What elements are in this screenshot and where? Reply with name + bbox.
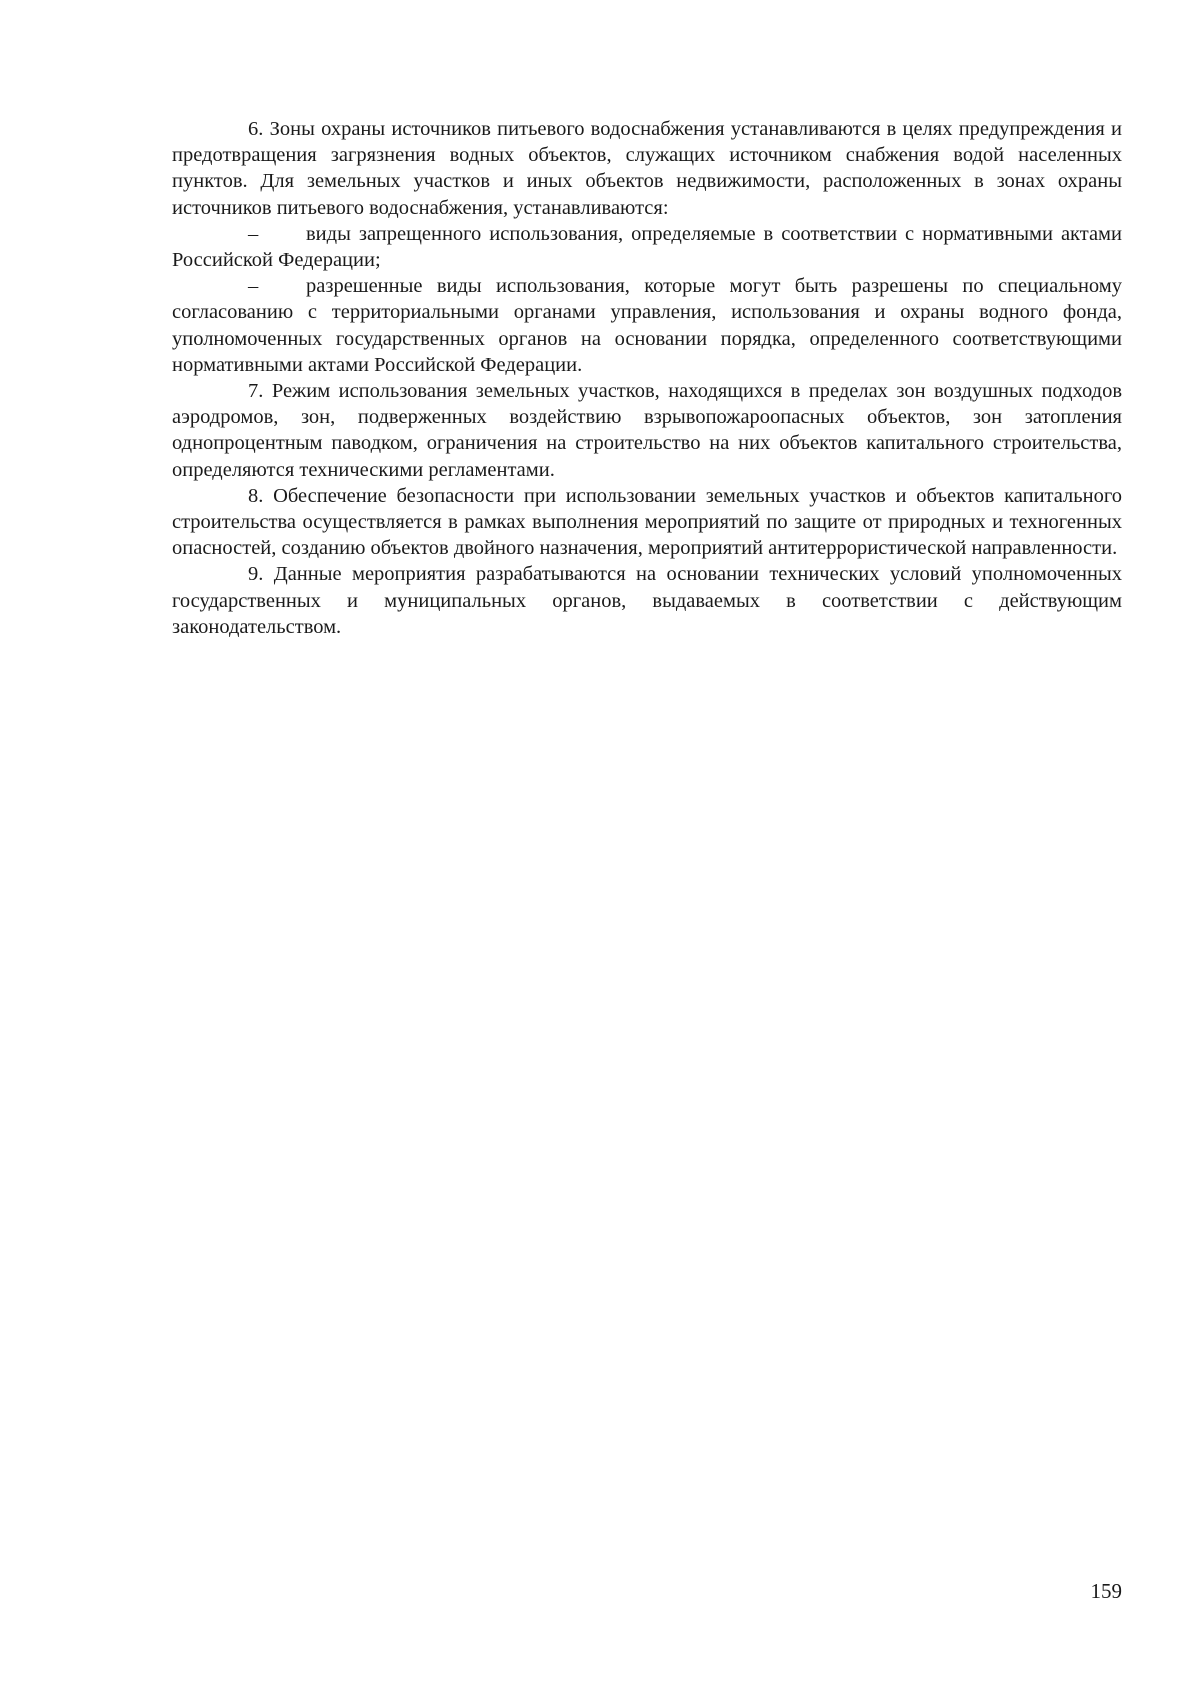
paragraph-8: 8. Обеспечение безопасности при использовании земельных участков и объектов капитального строительства осуществляется в рамках выполнения мероприятий по защите от природных и техногенных опасностей, созданию объектов двойного назначения, мероприятий антитеррористической направленности. [172, 484, 1122, 560]
dash-item-permitted-uses [172, 273, 1122, 378]
paragraph-6: 6. Зоны охраны источников питьевого водоснабжения устанавливаются в целях предупреждения и предотвращения загрязнения водных объектов, служащих источником снабжения водой населенных пунктов. Для земельных участков и иных объектов недвижимости, расположенных в зонах охраны источников питьевого водоснабжения, устанавливаются: [172, 118, 1122, 219]
dash-item-text: разрешенные виды использования, которые могут быть разрешены по специальному согласованию с территориальными органами управления, использования и охраны водного фонда, уполномоченных государственных органов на основании порядка, определенного соответствующими нормативными актами Российской Федерации. [172, 275, 1122, 376]
paragraph-7: 7. Режим использования земельных участков, находящихся в пределах зон воздушных подходов аэродромов, зон, подверженных воздействию взрывопожароопасных объектов, зон затопления однопроцентным паводком, ограничения на строительство на них объектов капитального строительства, определяются техническими регламентами. [172, 380, 1122, 481]
document-body [172, 116, 1122, 640]
page-number: 159 [1090, 1579, 1122, 1603]
dash-item-text: виды запрещенного использования, определяемые в соответствии с нормативными актами Российской Федерации; [172, 222, 1122, 272]
dash-marker: – [248, 222, 259, 245]
paragraph-9: 9. Данные мероприятия разрабатываются на основании технических условий уполномоченных государственных и муниципальных органов, выдаваемых в соответствии с действующим законодательством. [172, 563, 1122, 638]
dash-marker: – [248, 275, 259, 298]
dash-item-prohibited-uses [172, 221, 1122, 273]
